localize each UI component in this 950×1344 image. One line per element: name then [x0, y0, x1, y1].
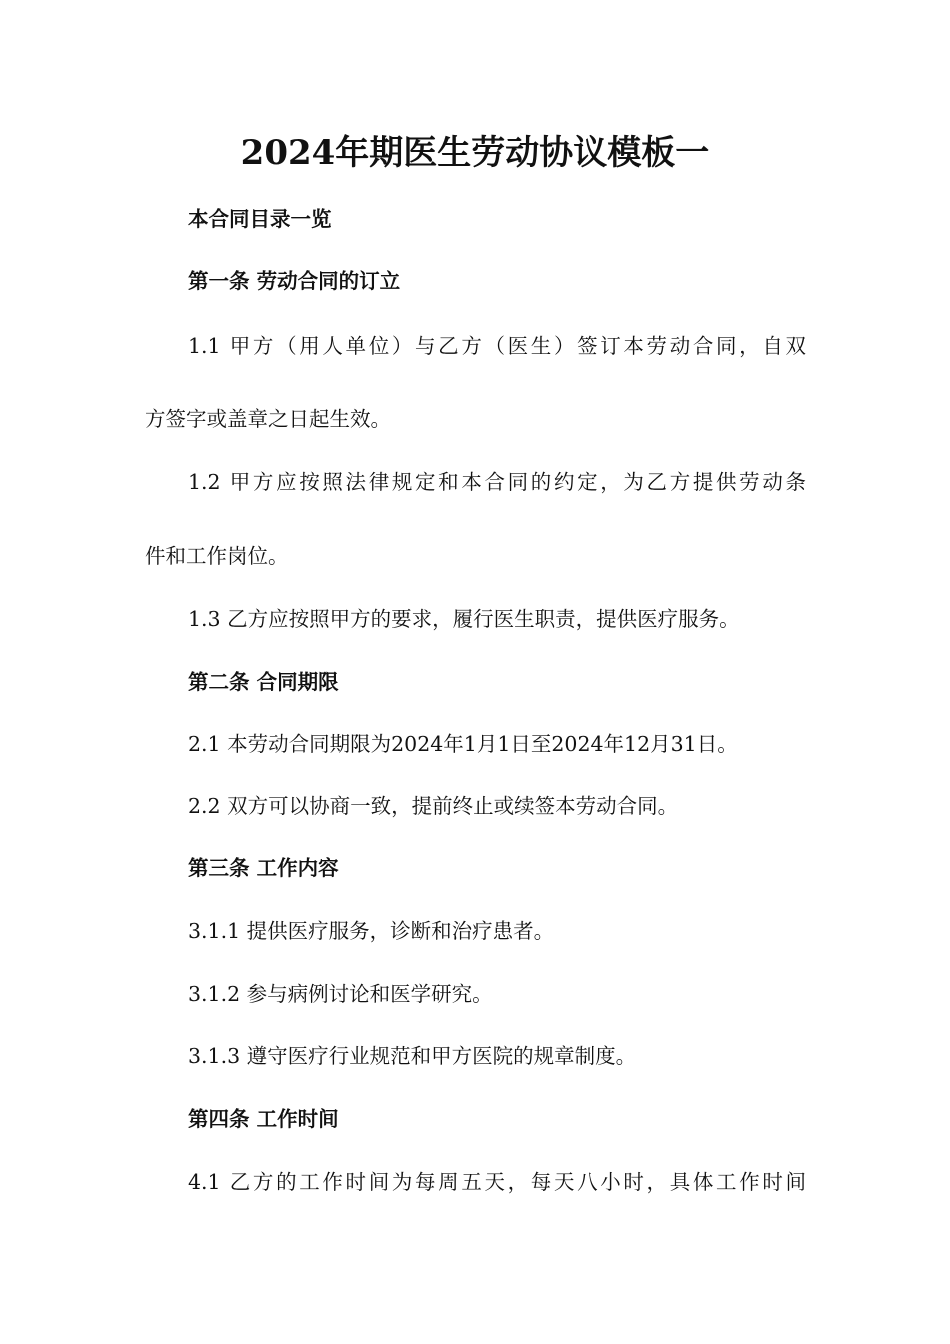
- section-heading-1: 第一条 劳动合同的订立: [188, 269, 401, 293]
- document-title: 2024年期医生劳动协议模板一: [240, 133, 710, 173]
- section-heading-2: 第二条 合同期限: [188, 670, 339, 694]
- section-heading-3: 第三条 工作内容: [188, 856, 339, 880]
- clause-1-2-line2: 件和工作岗位。: [145, 544, 289, 568]
- clause-2-1: 2.1 本劳动合同期限为2024年1月1日至2024年12月31日。: [188, 732, 738, 756]
- clause-1-1-line1: 1.1 甲方（用人单位）与乙方（医生）签订本劳动合同，自双: [188, 334, 806, 358]
- toc-heading: 本合同目录一览: [188, 207, 332, 231]
- clause-1-3: 1.3 乙方应按照甲方的要求，履行医生职责，提供医疗服务。: [188, 607, 740, 631]
- clause-3-1-2: 3.1.2 参与病例讨论和医学研究。: [188, 982, 493, 1006]
- clause-3-1-3: 3.1.3 遵守医疗行业规范和甲方医院的规章制度。: [188, 1044, 637, 1068]
- clause-3-1-1: 3.1.1 提供医疗服务，诊断和治疗患者。: [188, 919, 555, 943]
- section-heading-4: 第四条 工作时间: [188, 1107, 339, 1131]
- clause-1-1-line2: 方签字或盖章之日起生效。: [145, 407, 391, 431]
- clause-2-2: 2.2 双方可以协商一致，提前终止或续签本劳动合同。: [188, 794, 679, 818]
- clause-1-2-line1: 1.2 甲方应按照法律规定和本合同的约定，为乙方提供劳动条: [188, 470, 806, 494]
- clause-4-1-line1: 4.1 乙方的工作时间为每周五天，每天八小时，具体工作时间: [188, 1170, 806, 1194]
